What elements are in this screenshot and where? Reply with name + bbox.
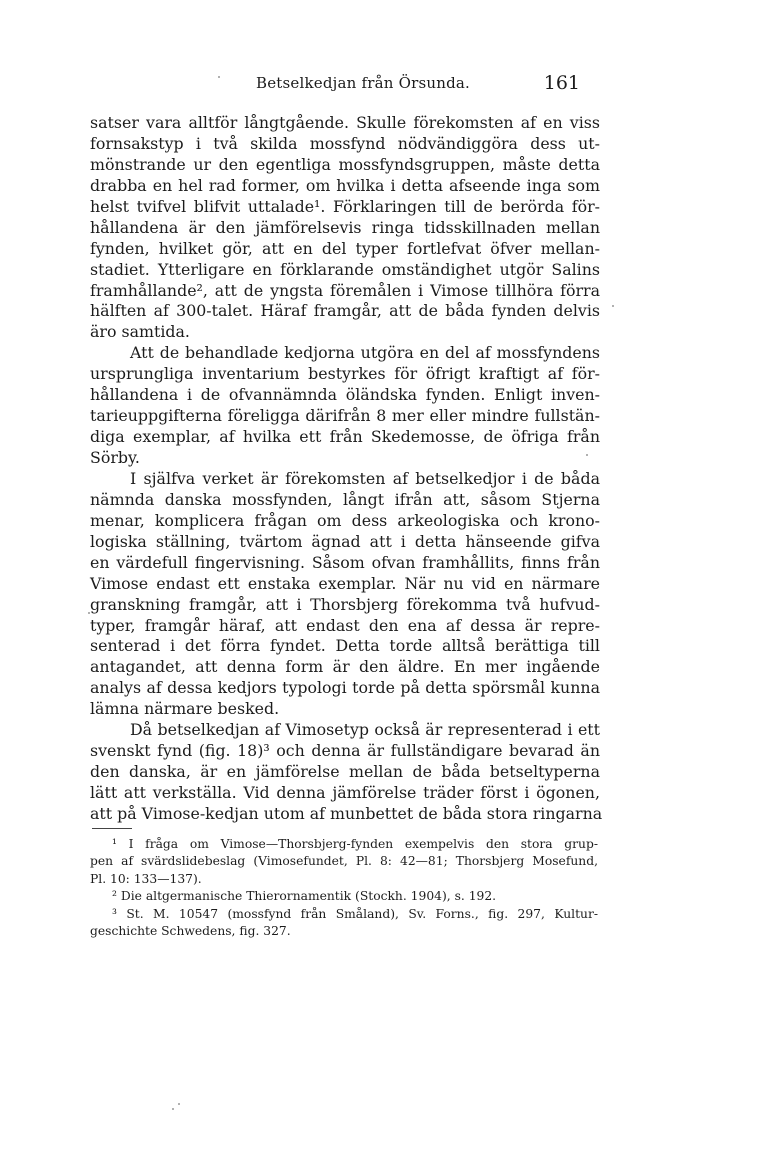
- paragraph-start-line: I själfva verket är förekomsten af betselkedjor i de båda: [130, 468, 600, 488]
- text-line: mönstrande ur den egentliga mossfyndsgruppen, måste detta: [90, 154, 600, 174]
- text-line: diga exemplar, af hvilka ett från Skedemosse, de öfriga från: [90, 427, 600, 447]
- page-number: 161: [543, 72, 580, 94]
- text-line: typer, framgår häraf, att endast den ena af dessa är repre-: [90, 615, 600, 635]
- running-head: [90, 72, 600, 98]
- text-line: fornsakstyp i två skilda mossfynd nödvändiggöra dess ut-: [90, 133, 600, 153]
- paragraph-end-line: Sörby.: [90, 448, 140, 467]
- scan-speck: [586, 454, 588, 456]
- text-line: svenskt fynd (fig. 18)³ och denna är fullständigare bevarad än: [90, 741, 600, 761]
- paragraph-start-line: Då betselkedjan af Vimosetyp också är representerad i ett: [130, 720, 600, 740]
- text-line: stadiet. Ytterligare en förklarande omständighet utgör Salins: [90, 259, 600, 279]
- footnote-3: ³ St. M. 10547 (mossfynd från Småland), Sv. Forns., fig. 297, Kultur-: [112, 906, 598, 921]
- text-line: att på Vimose-kedjan utom af munbettet de båda stora ringarna: [90, 803, 603, 823]
- text-line: lätt att verkställa. Vid denna jämförelse träder först i ögonen,: [90, 783, 600, 802]
- text-line: hälften af 300-talet. Häraf framgår, att de båda fynden delvis: [90, 301, 600, 321]
- text-line: ursprungliga inventarium bestyrkes för öfrigt kraftigt af för-: [90, 364, 600, 384]
- text-line: hållandena i de ofvannämnda öländska fynden. Enligt inven-: [90, 385, 600, 405]
- text-line: Vimose endast ett enstaka exemplar. När nu vid en närmare: [90, 573, 600, 593]
- scan-speck: [178, 1103, 180, 1105]
- text-line: den danska, är en jämförelse mellan de båda betseltyperna: [90, 762, 600, 782]
- text-line: logiska ställning, tvärtom ägnad att i detta hänseende gifva: [90, 531, 600, 551]
- scan-speck: [88, 612, 90, 614]
- footnote-divider: [92, 828, 132, 829]
- paragraph-end-line: äro samtida.: [90, 322, 190, 342]
- text-line: tarieuppgifterna föreligga därifrån 8 mer eller mindre fullstän-: [90, 406, 600, 426]
- body-text: [90, 113, 603, 825]
- text-line: menar, komplicera frågan om dess arkeologiska och krono-: [90, 510, 600, 530]
- footnote-1: ¹ I fråga om Vimose—Thorsbjerg-fynden exempelvis den stora grup-: [112, 837, 598, 851]
- text-line: senterad i det förra fyndet. Detta torde alltså berättiga till: [90, 636, 600, 656]
- text-line: analys af dessa kedjors typologi torde på detta spörsmål kunna: [90, 678, 600, 698]
- text-line: fynden, hvilket gör, att en del typer fortlefvat öfver mellan-: [90, 238, 600, 258]
- footnote-2: ² Die altgermanische Thierornamentik (Stockh. 1904), s. 192.: [112, 889, 497, 904]
- text-line: satser vara alltför långtgående. Skulle förekomsten af en viss: [90, 113, 600, 132]
- scan-speck: [612, 305, 614, 307]
- paragraph-start-line: Att de behandlade kedjorna utgöra en del af mossfyndens: [130, 343, 600, 363]
- footnote-line: pen af svärdslidebeslag (Vimosefundet, Pl. 8: 42—81; Thorsbjerg Mosefund,: [90, 854, 598, 869]
- text-line: granskning framgår, att i Thorsbjerg förekomma två hufvud-: [90, 594, 600, 614]
- scan-speck: [218, 76, 220, 78]
- text-line: nämnda danska mossfynden, långt ifrån att, såsom Stjerna: [90, 489, 600, 509]
- text-line: hållandena är den jämförelsevis ringa tidsskillnaden mellan: [90, 217, 600, 237]
- text-line: framhållande², att de yngsta föremålen i Vimose tillhöra förra: [90, 280, 600, 300]
- scan-speck: [172, 1108, 174, 1110]
- footnote-line: geschichte Schwedens, fig. 327.: [90, 923, 291, 938]
- footnote-line: Pl. 10: 133—137).: [90, 871, 202, 886]
- text-line: en värdefull fingervisning. Såsom ofvan framhållits, finns från: [90, 552, 600, 572]
- text-line: helst tvifvel blifvit uttalade¹. Förklaringen till de berörda för-: [90, 196, 600, 216]
- text-line: drabba en hel rad former, om hvilka i detta afseende inga som: [90, 175, 600, 195]
- paragraph-end-line: lämna närmare besked.: [90, 699, 280, 719]
- footnotes: [90, 836, 598, 940]
- running-title: Betselkedjan från Örsunda.: [256, 74, 470, 92]
- text-line: antagandet, att denna form är den äldre. En mer ingående: [90, 657, 600, 677]
